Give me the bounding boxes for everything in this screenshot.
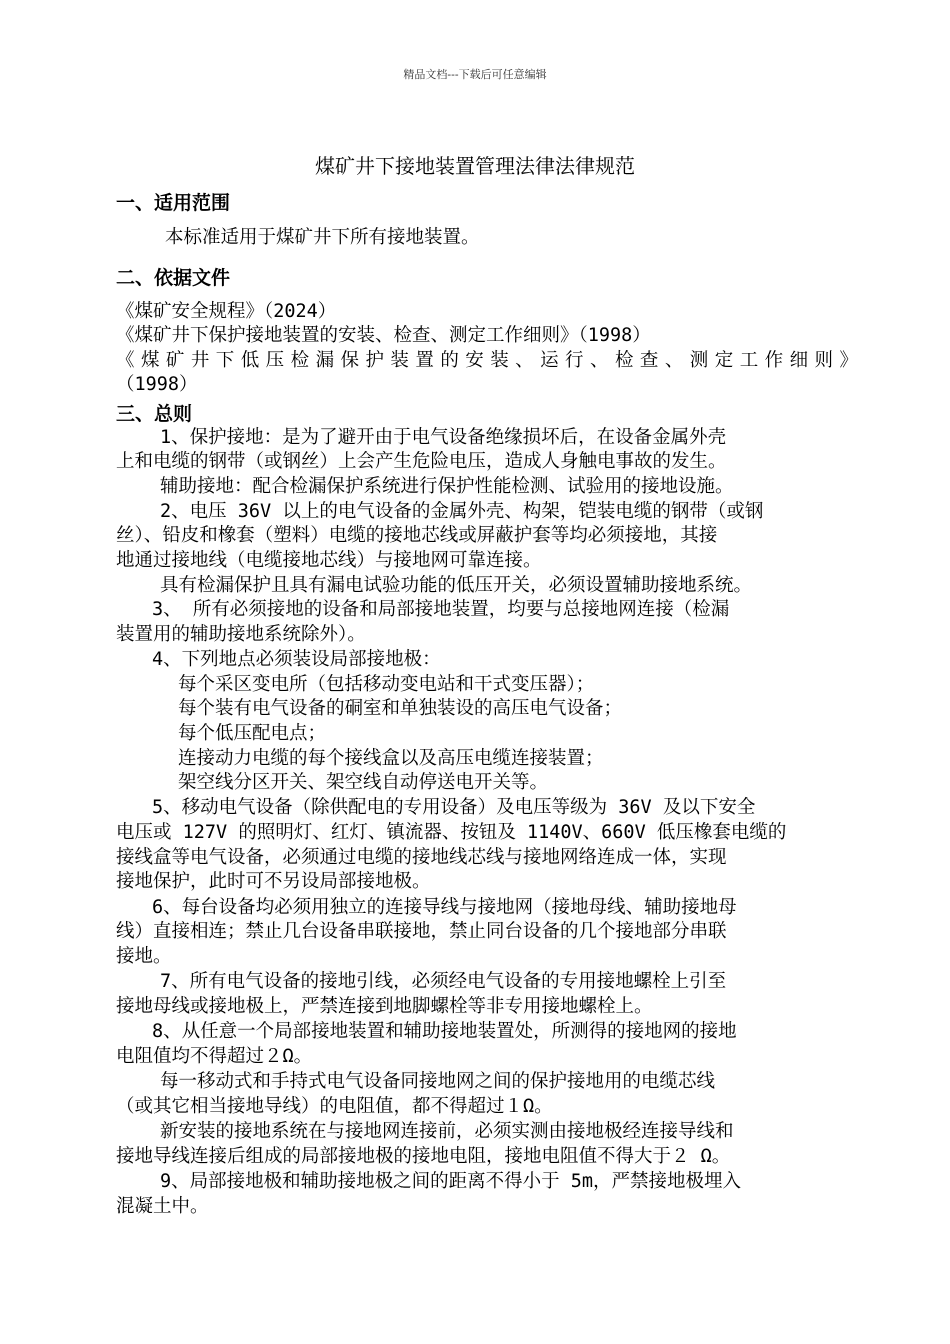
list-item: 每个采区变电所（包括移动变电站和干式变压器）； bbox=[178, 674, 595, 695]
body-line: 9、局部接地极和辅助接地极之间的距离不得小于 5m，严禁接地极埋入 bbox=[160, 1171, 742, 1192]
body-line: 电压或 127V 的照明灯、红灯、镇流器、按钮及 1140V、660V 低压橡套电缆的 bbox=[116, 822, 787, 843]
reference-item: （1998） bbox=[116, 374, 198, 395]
body-line: 具有检漏保护且具有漏电试验功能的低压开关，必须设置辅助接地系统。 bbox=[160, 575, 753, 596]
body-line: 8、从任意一个局部接地装置和辅助接地装置处，所测得的接地网的接地 bbox=[152, 1021, 737, 1042]
body-line: 3、 所有必须接地的设备和局部接地装置，均要与总接地网连接（检漏 bbox=[152, 599, 730, 620]
list-item: 连接动力电缆的每个接线盒以及高压电缆连接装置； bbox=[178, 748, 604, 769]
body-line: 接地保护，此时可不另设局部接地极。 bbox=[116, 871, 431, 892]
section-heading-scope: 一、适用范围 bbox=[116, 192, 231, 214]
list-item: 每个装有电气设备的硐室和单独装设的高压电气设备； bbox=[178, 698, 623, 719]
section-heading-references: 二、依据文件 bbox=[116, 267, 231, 289]
reference-item: 《煤矿井下保护接地装置的安装、检查、测定工作细则》（1998） bbox=[116, 325, 651, 346]
reference-item: 《煤矿井下低压检漏保护装置的安装、运行、检查、测定工作细则》 bbox=[116, 350, 858, 371]
body-line: 接地。 bbox=[116, 946, 172, 967]
body-line: 5、移动电气设备（除供配电的专用设备）及电压等级为 36V 及以下安全 bbox=[152, 797, 756, 818]
body-line: 线）直接相连；禁止几台设备串联接地，禁止同台设备的几个接地部分串联 bbox=[116, 921, 727, 942]
body-line: 辅助接地：配合检漏保护系统进行保护性能检测、试验用的接地设施。 bbox=[160, 476, 734, 497]
page-header: 精品文档---下载后可任意编辑 bbox=[403, 68, 547, 81]
body-line: （或其它相当接地导线）的电阻值，都不得超过１Ω。 bbox=[116, 1096, 553, 1117]
section-heading-general: 三、总则 bbox=[116, 403, 193, 425]
body-line: 混凝土中。 bbox=[116, 1196, 209, 1217]
body-line: 新安装的接地系统在与接地网连接前，必须实测由接地极经连接导线和 bbox=[160, 1121, 734, 1142]
body-line: 接地母线或接地极上，严禁连接到地脚螺栓等非专用接地螺栓上。 bbox=[116, 996, 653, 1017]
list-item: 每个低压配电点； bbox=[178, 723, 327, 744]
scope-text: 本标准适用于煤矿井下所有接地装置。 bbox=[165, 227, 480, 248]
body-line: 2、电压 36V 以上的电气设备的金属外壳、构架，铠装电缆的钢带（或钢 bbox=[160, 501, 764, 522]
body-line: 丝）、铅皮和橡套（塑料）电缆的接地芯线或屏蔽护套等均必须接地，其接 bbox=[116, 525, 718, 546]
list-item: 架空线分区开关、架空线自动停送电开关等。 bbox=[178, 772, 549, 793]
document-title: 煤矿井下接地装置管理法律法律规范 bbox=[315, 154, 635, 178]
body-line: 4、下列地点必须装设局部接地极： bbox=[152, 649, 441, 670]
body-line: 上和电缆的钢带（或钢丝）上会产生危险电压，造成人身触电事故的发生。 bbox=[116, 451, 727, 472]
body-line: 装置用的辅助接地系统除外）。 bbox=[116, 624, 366, 645]
body-line: 接线盒等电气设备，必须通过电缆的接地线芯线与接地网络连成一体，实现 bbox=[116, 847, 727, 868]
body-line: 7、所有电气设备的接地引线，必须经电气设备的专用接地螺栓上引至 bbox=[160, 971, 727, 992]
body-line: 地通过接地线（电缆接地芯线）与接地网可靠连接。 bbox=[116, 550, 542, 571]
reference-item: 《煤矿安全规程》（2024） bbox=[116, 301, 337, 322]
body-line: 每一移动式和手持式电气设备同接地网之间的保护接地用的电缆芯线 bbox=[160, 1071, 716, 1092]
body-line: 6、每台设备均必须用独立的连接导线与接地网（接地母线、辅助接地母 bbox=[152, 897, 737, 918]
body-line: 电阻值均不得超过２Ω。 bbox=[116, 1046, 313, 1067]
body-line: 接地导线连接后组成的局部接地极的接地电阻，接地电阻值不得大于２ Ω。 bbox=[116, 1146, 731, 1167]
body-line: 1、保护接地：是为了避开由于电气设备绝缘损坏后，在设备金属外壳 bbox=[160, 427, 727, 448]
